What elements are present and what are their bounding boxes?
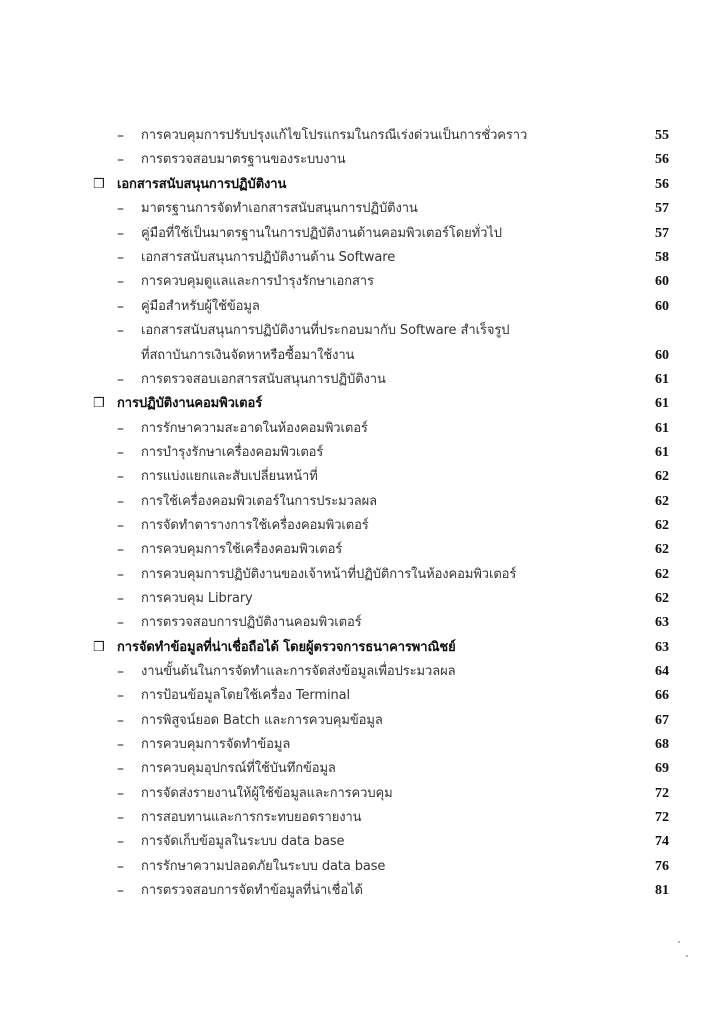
toc-entry-title: ที่สถาบันการเงินจัดหาหรือซื้อมาใช้งาน <box>141 348 355 363</box>
toc-entry <box>0 563 726 587</box>
dash-bullet: – <box>117 542 124 558</box>
toc-entry <box>0 124 726 148</box>
toc-entry <box>0 684 726 708</box>
toc-entry <box>0 417 726 441</box>
toc-entry-title: การควบคุมการปรับปรุงแก้ไขโปรแกรมในกรณีเร่งด่วนเป็นการชั่วคราว <box>141 128 528 143</box>
toc-entry <box>0 782 726 806</box>
toc-page-number: 61 <box>655 421 669 436</box>
toc-entry-title: มาตรฐานการจัดทำเอกสารสนับสนุนการปฏิบัติงาน <box>141 201 418 216</box>
toc-page-number: 62 <box>655 494 669 509</box>
toc-entry <box>0 319 726 343</box>
dash-bullet: – <box>117 445 124 461</box>
dash-bullet: – <box>117 834 124 850</box>
toc-entry-title: การควบคุมดูแลและการบำรุงรักษาเอกสาร <box>141 274 374 289</box>
toc-entry-title: เอกสารสนับสนุนการปฏิบัติงานที่ประกอบมากับ Software สำเร็จรูป <box>141 323 510 338</box>
dash-bullet: – <box>117 323 124 339</box>
toc-page-number: 64 <box>655 664 669 679</box>
dash-bullet: – <box>117 372 124 388</box>
square-bullet-icon: ❒ <box>93 177 105 192</box>
toc-entry-title: การบำรุงรักษาเครื่องคอมพิวเตอร์ <box>141 445 324 460</box>
toc-entry <box>0 855 726 879</box>
toc-page-number: 81 <box>655 883 669 898</box>
toc-section-title: การปฏิบัติงานคอมพิวเตอร์ <box>117 396 263 411</box>
toc-page-number: 56 <box>655 177 669 192</box>
toc-page-number: 66 <box>655 688 669 703</box>
toc-page-number: 57 <box>655 226 669 241</box>
toc-entry <box>0 368 726 392</box>
toc-entry-title: คู่มือสำหรับผู้ใช้ข้อมูล <box>141 299 260 314</box>
toc-entry <box>0 246 726 270</box>
toc-page-number: 72 <box>655 810 669 825</box>
toc-entry <box>0 514 726 538</box>
dash-bullet: – <box>117 421 124 437</box>
dash-bullet: – <box>117 128 124 144</box>
toc-page-number: 61 <box>655 445 669 460</box>
toc-entry <box>0 295 726 319</box>
dash-bullet: – <box>117 567 124 583</box>
toc-entry <box>0 538 726 562</box>
toc-page-number: 60 <box>655 348 669 363</box>
dash-bullet: – <box>117 810 124 826</box>
toc-entry-title: การควบคุม Library <box>141 591 253 606</box>
dash-bullet: – <box>117 494 124 510</box>
toc-page-number: 63 <box>655 615 669 630</box>
toc-page-number: 68 <box>655 737 669 752</box>
toc-page-number: 62 <box>655 518 669 533</box>
toc-page-number: 56 <box>655 152 669 167</box>
toc-entry-title: งานขั้นต้นในการจัดทำและการจัดส่งข้อมูลเพื่อประมวลผล <box>141 664 456 679</box>
toc-page-number: 57 <box>655 201 669 216</box>
toc-entry-title: การแบ่งแยกและสับเปลี่ยนหน้าที่ <box>141 469 318 484</box>
toc-entry <box>0 733 726 757</box>
toc-page-number: 69 <box>655 761 669 776</box>
toc-page-number: 74 <box>655 834 669 849</box>
dash-bullet: – <box>117 688 124 704</box>
toc-page-number: 63 <box>655 640 669 655</box>
toc-entry-title: การตรวจสอบเอกสารสนับสนุนการปฏิบัติงาน <box>141 372 386 387</box>
toc-entry-title: การจัดทำตารางการใช้เครื่องคอมพิวเตอร์ <box>141 518 369 533</box>
toc-section-heading <box>0 392 726 416</box>
toc-entry <box>0 830 726 854</box>
toc-entry <box>0 197 726 221</box>
dash-bullet: – <box>117 591 124 607</box>
toc-page-number: 61 <box>655 396 669 411</box>
toc-entry <box>0 441 726 465</box>
toc-entry-title: คู่มือที่ใช้เป็นมาตรฐานในการปฏิบัติงานด้านคอมพิวเตอร์โดยทั่วไป <box>141 226 502 241</box>
dash-bullet: – <box>117 786 124 802</box>
dash-bullet: – <box>117 469 124 485</box>
scan-speck <box>678 941 680 943</box>
toc-entry-title: การพิสูจน์ยอด Batch และการควบคุมข้อมูล <box>141 713 383 728</box>
toc-page-number: 76 <box>655 859 669 874</box>
toc-entry-title: การรักษาความสะอาดในห้องคอมพิวเตอร์ <box>141 421 368 436</box>
toc-entry-title: การรักษาความปลอดภัยในระบบ data base <box>141 859 386 874</box>
toc-page-number: 62 <box>655 567 669 582</box>
dash-bullet: – <box>117 615 124 631</box>
toc-entry-title: การจัดส่งรายงานให้ผู้ใช้ข้อมูลและการควบคุม <box>141 786 393 801</box>
toc-section-heading <box>0 173 726 197</box>
toc-section-title: เอกสารสนับสนุนการปฏิบัติงาน <box>117 177 287 192</box>
toc-entry-title: การควบคุมการใช้เครื่องคอมพิวเตอร์ <box>141 542 343 557</box>
toc-page-number: 60 <box>655 274 669 289</box>
toc-entry <box>0 879 726 903</box>
toc-entry <box>0 660 726 684</box>
toc-entry <box>0 222 726 246</box>
toc-entry-title: การตรวจสอบการปฏิบัติงานคอมพิวเตอร์ <box>141 615 362 630</box>
toc-entry-continuation <box>0 344 726 368</box>
toc-entry <box>0 611 726 635</box>
toc-entry <box>0 709 726 733</box>
toc-entry <box>0 490 726 514</box>
toc-entry <box>0 757 726 781</box>
toc-page-number: 55 <box>655 128 669 143</box>
toc-entry <box>0 806 726 830</box>
dash-bullet: – <box>117 664 124 680</box>
toc-entry-title: การควบคุมการปฏิบัติงานของเจ้าหน้าที่ปฏิบัติการในห้องคอมพิวเตอร์ <box>141 567 517 582</box>
toc-entry-title: การป้อนข้อมูลโดยใช้เครื่อง Terminal <box>141 688 350 703</box>
dash-bullet: – <box>117 152 124 168</box>
square-bullet-icon: ❒ <box>93 396 105 411</box>
dash-bullet: – <box>117 737 124 753</box>
toc-page-number: 67 <box>655 713 669 728</box>
toc-page-number: 62 <box>655 591 669 606</box>
dash-bullet: – <box>117 226 124 242</box>
toc-entry-title: การใช้เครื่องคอมพิวเตอร์ในการประมวลผล <box>141 494 378 509</box>
toc-entry-title: การควบคุมอุปกรณ์ที่ใช้บันทึกข้อมูล <box>141 761 336 776</box>
toc-page-number: 72 <box>655 786 669 801</box>
dash-bullet: – <box>117 299 124 315</box>
toc-entry <box>0 587 726 611</box>
square-bullet-icon: ❒ <box>93 640 105 655</box>
toc-page-number: 62 <box>655 469 669 484</box>
toc-page-number: 58 <box>655 250 669 265</box>
toc-entry-title: การสอบทานและการกระทบยอดรายงาน <box>141 810 362 825</box>
toc-page-number: 62 <box>655 542 669 557</box>
toc-entry <box>0 270 726 294</box>
dash-bullet: – <box>117 883 124 899</box>
dash-bullet: – <box>117 859 124 875</box>
toc-entry <box>0 148 726 172</box>
toc-entry <box>0 465 726 489</box>
toc-entry-title: การตรวจสอบมาตรฐานของระบบงาน <box>141 152 346 167</box>
toc-page-number: 61 <box>655 372 669 387</box>
toc-entry-title: การตรวจสอบการจัดทำข้อมูลที่น่าเชื่อได้ <box>141 883 363 898</box>
toc-section-heading <box>0 636 726 660</box>
dash-bullet: – <box>117 713 124 729</box>
toc-entry-title: การควบคุมการจัดทำข้อมูล <box>141 737 291 752</box>
toc-entry-title: เอกสารสนับสนุนการปฏิบัติงานด้าน Software <box>141 250 396 265</box>
dash-bullet: – <box>117 250 124 266</box>
toc-page-number: 60 <box>655 299 669 314</box>
dash-bullet: – <box>117 761 124 777</box>
toc-section-title: การจัดทำข้อมูลที่น่าเชื่อถือได้ โดยผู้ตรวจการธนาคารพาณิชย์ <box>117 640 456 655</box>
toc-entry-title: การจัดเก็บข้อมูลในระบบ data base <box>141 834 345 849</box>
scan-speck <box>686 955 688 957</box>
dash-bullet: – <box>117 518 124 534</box>
dash-bullet: – <box>117 274 124 290</box>
dash-bullet: – <box>117 201 124 217</box>
